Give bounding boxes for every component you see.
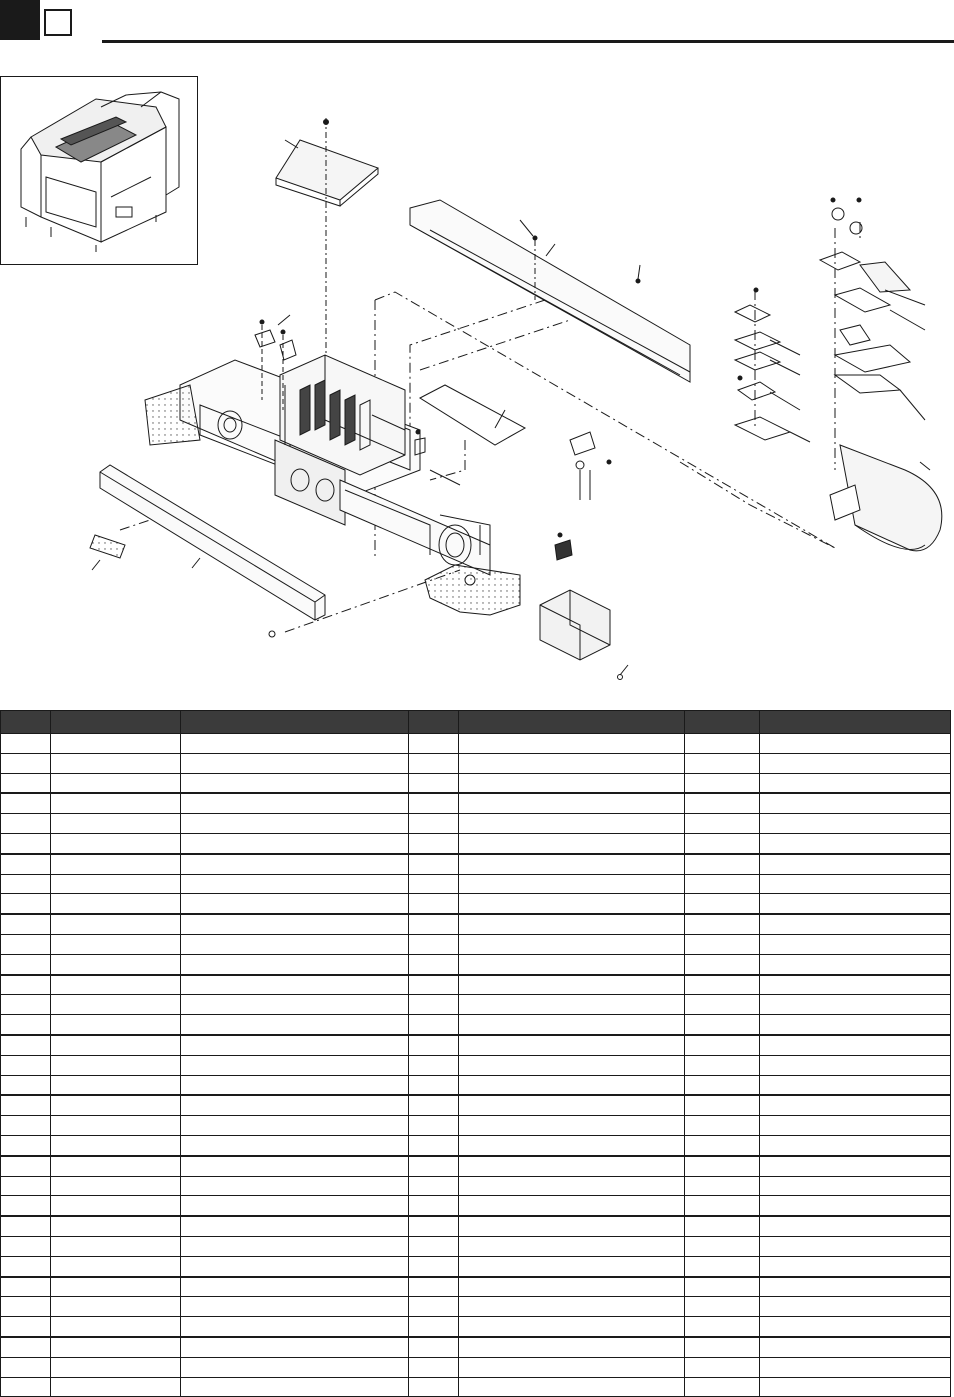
table-cell bbox=[459, 734, 685, 754]
table-cell bbox=[685, 975, 760, 995]
table-cell bbox=[459, 894, 685, 914]
table-cell bbox=[1, 753, 51, 773]
table-row bbox=[1, 1377, 951, 1397]
table-cell bbox=[51, 1075, 181, 1095]
table-cell bbox=[51, 1297, 181, 1317]
table-cell bbox=[409, 793, 459, 813]
table-cell bbox=[459, 934, 685, 954]
right-bracket-stack bbox=[735, 288, 810, 442]
table-cell bbox=[459, 1216, 685, 1236]
table-cell bbox=[181, 975, 409, 995]
table-cell bbox=[685, 1095, 760, 1115]
table-cell bbox=[181, 1116, 409, 1136]
table-cell bbox=[459, 1176, 685, 1196]
table-cell bbox=[459, 1236, 685, 1256]
table-row bbox=[1, 1156, 951, 1176]
table-row bbox=[1, 1196, 951, 1216]
table-row bbox=[1, 914, 951, 934]
table-cell bbox=[459, 1256, 685, 1276]
table-cell bbox=[409, 1196, 459, 1216]
table-cell bbox=[51, 773, 181, 793]
table-cell bbox=[181, 1156, 409, 1176]
cable-carrier bbox=[830, 445, 942, 551]
table-row bbox=[1, 1337, 951, 1357]
table-cell bbox=[1, 1277, 51, 1297]
table-cell bbox=[1, 1216, 51, 1236]
table-cell bbox=[409, 833, 459, 853]
table-cell bbox=[760, 1337, 951, 1357]
table-cell bbox=[51, 1055, 181, 1075]
table-cell bbox=[459, 874, 685, 894]
table-cell bbox=[760, 954, 951, 974]
table-cell bbox=[760, 1317, 951, 1337]
table-cell bbox=[181, 1135, 409, 1155]
table-cell bbox=[181, 934, 409, 954]
table-cell bbox=[1, 1075, 51, 1095]
table-cell bbox=[409, 773, 459, 793]
table-cell bbox=[459, 1116, 685, 1136]
table-cell bbox=[181, 734, 409, 754]
table-row bbox=[1, 1095, 951, 1115]
table-cell bbox=[409, 1216, 459, 1236]
table-row bbox=[1, 773, 951, 793]
table-cell bbox=[459, 1297, 685, 1317]
table-row bbox=[1, 1055, 951, 1075]
table-cell bbox=[760, 1095, 951, 1115]
table-cell bbox=[760, 1075, 951, 1095]
table-cell bbox=[760, 1015, 951, 1035]
column-header bbox=[1, 711, 51, 734]
table-cell bbox=[409, 1297, 459, 1317]
table-cell bbox=[409, 1357, 459, 1377]
table-cell bbox=[760, 1297, 951, 1317]
table-cell bbox=[685, 1357, 760, 1377]
table-cell bbox=[51, 814, 181, 834]
table-cell bbox=[685, 1377, 760, 1397]
table-cell bbox=[181, 995, 409, 1015]
table-cell bbox=[459, 1337, 685, 1357]
column-header bbox=[459, 711, 685, 734]
table-cell bbox=[1, 1095, 51, 1115]
table-row bbox=[1, 1135, 951, 1155]
table-cell bbox=[409, 1035, 459, 1055]
table-cell bbox=[685, 734, 760, 754]
table-cell bbox=[409, 1176, 459, 1196]
table-cell bbox=[51, 954, 181, 974]
table-cell bbox=[1, 734, 51, 754]
table-cell bbox=[685, 1256, 760, 1276]
table-cell bbox=[760, 1196, 951, 1216]
table-cell bbox=[760, 1035, 951, 1055]
table-cell bbox=[51, 833, 181, 853]
table-cell bbox=[51, 1196, 181, 1216]
table-cell bbox=[51, 934, 181, 954]
top-cover-plate bbox=[276, 140, 378, 206]
table-cell bbox=[51, 975, 181, 995]
table-cell bbox=[51, 1176, 181, 1196]
table-cell bbox=[459, 954, 685, 974]
table-cell bbox=[181, 793, 409, 813]
table-cell bbox=[51, 1035, 181, 1055]
table-cell bbox=[685, 934, 760, 954]
table-row bbox=[1, 1357, 951, 1377]
table-cell bbox=[409, 1095, 459, 1115]
table-row bbox=[1, 1075, 951, 1095]
upper-rail bbox=[410, 200, 690, 382]
table-cell bbox=[409, 1236, 459, 1256]
table-cell bbox=[1, 773, 51, 793]
table-cell bbox=[181, 1216, 409, 1236]
table-cell bbox=[760, 1055, 951, 1075]
table-cell bbox=[760, 1116, 951, 1136]
table-cell bbox=[1, 793, 51, 813]
table-cell bbox=[51, 1216, 181, 1236]
table-cell bbox=[1, 995, 51, 1015]
table-cell bbox=[51, 1317, 181, 1337]
table-cell bbox=[181, 894, 409, 914]
table-cell bbox=[459, 793, 685, 813]
table-cell bbox=[760, 874, 951, 894]
table-row bbox=[1, 1176, 951, 1196]
table-cell bbox=[760, 734, 951, 754]
parts-table-body bbox=[1, 734, 951, 1397]
table-cell bbox=[685, 1176, 760, 1196]
table-cell bbox=[51, 1116, 181, 1136]
table-cell bbox=[1, 1135, 51, 1155]
table-cell bbox=[51, 1357, 181, 1377]
table-cell bbox=[760, 833, 951, 853]
table-cell bbox=[685, 1277, 760, 1297]
table-cell bbox=[409, 854, 459, 874]
table-cell bbox=[685, 1337, 760, 1357]
table-cell bbox=[51, 894, 181, 914]
table-cell bbox=[760, 854, 951, 874]
table-cell bbox=[51, 995, 181, 1015]
table-row bbox=[1, 1277, 951, 1297]
table-cell bbox=[181, 1277, 409, 1297]
column-header bbox=[685, 711, 760, 734]
table-cell bbox=[459, 1357, 685, 1377]
table-row bbox=[1, 1116, 951, 1136]
table-cell bbox=[409, 814, 459, 834]
table-cell bbox=[1, 874, 51, 894]
table-cell bbox=[1, 1176, 51, 1196]
table-cell bbox=[181, 814, 409, 834]
table-cell bbox=[51, 1015, 181, 1035]
table-cell bbox=[760, 773, 951, 793]
table-cell bbox=[760, 1256, 951, 1276]
table-cell bbox=[1, 914, 51, 934]
table-cell bbox=[459, 753, 685, 773]
table-cell bbox=[409, 1256, 459, 1276]
table-cell bbox=[760, 914, 951, 934]
table-cell bbox=[760, 1277, 951, 1297]
table-cell bbox=[685, 954, 760, 974]
table-cell bbox=[1, 1236, 51, 1256]
table-cell bbox=[409, 1277, 459, 1297]
table-cell bbox=[459, 1377, 685, 1397]
table-cell bbox=[1, 1156, 51, 1176]
table-cell bbox=[51, 1377, 181, 1397]
table-cell bbox=[409, 1075, 459, 1095]
table-cell bbox=[181, 1256, 409, 1276]
table-cell bbox=[459, 854, 685, 874]
table-row bbox=[1, 1015, 951, 1035]
table-cell bbox=[409, 995, 459, 1015]
table-cell bbox=[760, 995, 951, 1015]
parts-list-table bbox=[0, 710, 951, 1397]
table-cell bbox=[51, 753, 181, 773]
table-cell bbox=[1, 1196, 51, 1216]
table-row bbox=[1, 934, 951, 954]
table-cell bbox=[1, 1317, 51, 1337]
table-cell bbox=[685, 1055, 760, 1075]
table-row bbox=[1, 833, 951, 853]
table-cell bbox=[181, 914, 409, 934]
table-cell bbox=[1, 975, 51, 995]
table-cell bbox=[459, 1035, 685, 1055]
table-cell bbox=[51, 1256, 181, 1276]
table-cell bbox=[409, 874, 459, 894]
table-cell bbox=[459, 975, 685, 995]
table-cell bbox=[51, 914, 181, 934]
table-cell bbox=[409, 1116, 459, 1136]
table-cell bbox=[181, 1357, 409, 1377]
table-cell bbox=[685, 1196, 760, 1216]
table-header-row bbox=[1, 711, 951, 734]
table-cell bbox=[181, 1015, 409, 1035]
table-cell bbox=[760, 1216, 951, 1236]
table-cell bbox=[760, 894, 951, 914]
table-cell bbox=[459, 1156, 685, 1176]
table-cell bbox=[181, 753, 409, 773]
table-cell bbox=[760, 1135, 951, 1155]
table-row bbox=[1, 954, 951, 974]
table-cell bbox=[409, 894, 459, 914]
column-header bbox=[760, 711, 951, 734]
table-cell bbox=[181, 1176, 409, 1196]
table-row bbox=[1, 753, 951, 773]
table-row bbox=[1, 1256, 951, 1276]
table-row bbox=[1, 1035, 951, 1055]
table-cell bbox=[181, 1317, 409, 1337]
table-cell bbox=[685, 793, 760, 813]
table-row bbox=[1, 854, 951, 874]
table-cell bbox=[1, 854, 51, 874]
table-cell bbox=[760, 1236, 951, 1256]
table-cell bbox=[51, 1095, 181, 1115]
table-cell bbox=[409, 954, 459, 974]
table-row bbox=[1, 975, 951, 995]
column-header bbox=[409, 711, 459, 734]
far-right-connector-stack bbox=[820, 198, 925, 420]
table-cell bbox=[181, 954, 409, 974]
table-cell bbox=[409, 975, 459, 995]
table-cell bbox=[409, 914, 459, 934]
table-cell bbox=[181, 1337, 409, 1357]
table-row bbox=[1, 1236, 951, 1256]
table-cell bbox=[51, 734, 181, 754]
table-cell bbox=[760, 1377, 951, 1397]
table-cell bbox=[459, 1015, 685, 1035]
table-cell bbox=[51, 1277, 181, 1297]
table-cell bbox=[760, 1357, 951, 1377]
table-cell bbox=[760, 1176, 951, 1196]
table-cell bbox=[1, 833, 51, 853]
table-cell bbox=[181, 874, 409, 894]
table-cell bbox=[1, 1035, 51, 1055]
column-header bbox=[51, 711, 181, 734]
table-cell bbox=[1, 814, 51, 834]
table-row bbox=[1, 814, 951, 834]
table-cell bbox=[409, 1015, 459, 1035]
table-cell bbox=[685, 1236, 760, 1256]
table-cell bbox=[685, 753, 760, 773]
table-cell bbox=[181, 833, 409, 853]
table-cell bbox=[1, 954, 51, 974]
table-cell bbox=[685, 1317, 760, 1337]
table-cell bbox=[685, 1015, 760, 1035]
table-cell bbox=[181, 1095, 409, 1115]
table-cell bbox=[181, 1196, 409, 1216]
table-cell bbox=[459, 914, 685, 934]
table-cell bbox=[1, 1256, 51, 1276]
table-row bbox=[1, 734, 951, 754]
table-row bbox=[1, 995, 951, 1015]
table-row bbox=[1, 874, 951, 894]
table-row bbox=[1, 1216, 951, 1236]
table-cell bbox=[181, 854, 409, 874]
table-cell bbox=[459, 1055, 685, 1075]
table-cell bbox=[181, 773, 409, 793]
motor bbox=[540, 590, 610, 660]
table-cell bbox=[685, 1216, 760, 1236]
table-cell bbox=[459, 1277, 685, 1297]
table-cell bbox=[181, 1035, 409, 1055]
table-cell bbox=[181, 1075, 409, 1095]
table-cell bbox=[181, 1297, 409, 1317]
table-cell bbox=[760, 1156, 951, 1176]
column-header bbox=[181, 711, 409, 734]
table-cell bbox=[1, 1116, 51, 1136]
table-cell bbox=[51, 1156, 181, 1176]
table-cell bbox=[51, 793, 181, 813]
table-row bbox=[1, 793, 951, 813]
table-row bbox=[1, 1297, 951, 1317]
table-cell bbox=[459, 833, 685, 853]
table-cell bbox=[1, 1377, 51, 1397]
table-cell bbox=[181, 1377, 409, 1397]
table-cell bbox=[459, 814, 685, 834]
table-cell bbox=[409, 1337, 459, 1357]
table-cell bbox=[685, 1297, 760, 1317]
table-cell bbox=[51, 1337, 181, 1357]
table-cell bbox=[760, 934, 951, 954]
table-cell bbox=[685, 1156, 760, 1176]
table-cell bbox=[760, 793, 951, 813]
table-cell bbox=[459, 773, 685, 793]
table-cell bbox=[181, 1055, 409, 1075]
table-cell bbox=[1, 1015, 51, 1035]
table-cell bbox=[685, 854, 760, 874]
table-cell bbox=[760, 814, 951, 834]
table-cell bbox=[685, 894, 760, 914]
table-cell bbox=[409, 1317, 459, 1337]
table-cell bbox=[760, 753, 951, 773]
table-cell bbox=[459, 1196, 685, 1216]
table-cell bbox=[685, 914, 760, 934]
table-cell bbox=[51, 1135, 181, 1155]
table-cell bbox=[409, 934, 459, 954]
table-cell bbox=[409, 753, 459, 773]
table-cell bbox=[1, 934, 51, 954]
table-cell bbox=[685, 814, 760, 834]
table-cell bbox=[1, 1297, 51, 1317]
table-cell bbox=[459, 1317, 685, 1337]
table-cell bbox=[409, 1377, 459, 1397]
table-cell bbox=[685, 1075, 760, 1095]
table-cell bbox=[1, 1337, 51, 1357]
table-cell bbox=[685, 995, 760, 1015]
table-cell bbox=[685, 1116, 760, 1136]
table-cell bbox=[685, 874, 760, 894]
table-cell bbox=[685, 833, 760, 853]
table-cell bbox=[760, 975, 951, 995]
table-row bbox=[1, 1317, 951, 1337]
table-cell bbox=[409, 1156, 459, 1176]
table-cell bbox=[459, 1095, 685, 1115]
table-cell bbox=[459, 1075, 685, 1095]
table-cell bbox=[409, 1135, 459, 1155]
table-cell bbox=[685, 1035, 760, 1055]
table-cell bbox=[685, 773, 760, 793]
table-cell bbox=[181, 1236, 409, 1256]
table-cell bbox=[459, 1135, 685, 1155]
table-cell bbox=[51, 1236, 181, 1256]
table-cell bbox=[51, 854, 181, 874]
table-cell bbox=[51, 874, 181, 894]
table-cell bbox=[409, 734, 459, 754]
table-cell bbox=[409, 1055, 459, 1075]
table-cell bbox=[459, 995, 685, 1015]
table-cell bbox=[1, 1357, 51, 1377]
table-cell bbox=[685, 1135, 760, 1155]
table-row bbox=[1, 894, 951, 914]
table-cell bbox=[1, 894, 51, 914]
table-cell bbox=[1, 1055, 51, 1075]
